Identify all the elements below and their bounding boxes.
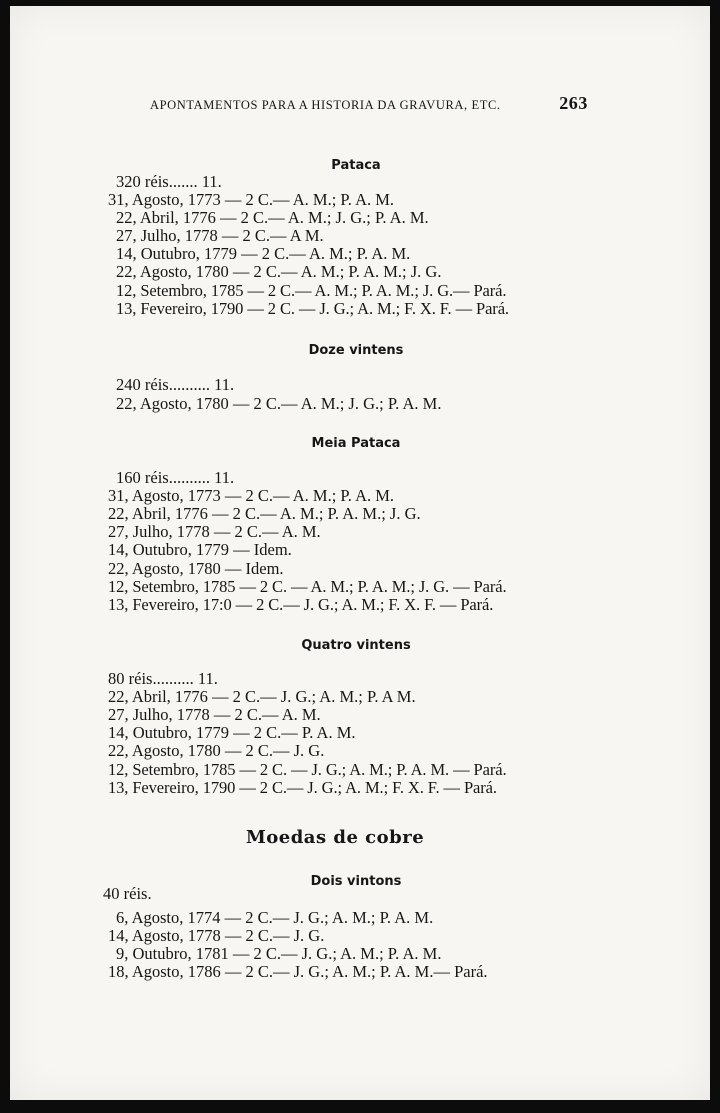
entry-line: 160 réis.......... 11. (116, 468, 235, 487)
section-title-meia-pataca: Meia Pataca (311, 436, 401, 451)
entry-line: 13, Fevereiro, 1790 — 2 C.— J. G.; A. M.; F. X. F. — Pará. (108, 778, 497, 797)
entry-line: 320 réis....... 11. (116, 172, 222, 191)
entry-line: 22, Agosto, 1780 — 2 C.— A. M.; P. A. M.; J. G. (116, 262, 442, 281)
entry-line: 31, Agosto, 1773 — 2 C.— A. M.; P. A. M. (108, 190, 395, 209)
entry-line: 6, Agosto, 1774 — 2 C.— J. G.; A. M.; P. A. M. (116, 908, 434, 927)
entry-line: 12, Setembro, 1785 — 2 C. — J. G.; A. M.; P. A. M. — Pará. (108, 760, 507, 779)
entry-line: 27, Julho, 1778 — 2 C.— A. M. (108, 705, 321, 724)
entry-line: 40 réis. (103, 884, 152, 903)
entry-line: 14, Outubro, 1779 — Idem. (108, 540, 292, 559)
entry-line: 9, Outubro, 1781 — 2 C.— J. G.; A. M.; P. A. M. (116, 944, 442, 963)
entry-line: 13, Fevereiro, 17:0 — 2 C.— J. G.; A. M.; F. X. F. — Pará. (108, 595, 494, 614)
entry-line: 14, Outubro, 1779 — 2 C.— P. A. M. (108, 723, 356, 742)
entry-line: 27, Julho, 1778 — 2 C.— A. M. (108, 522, 321, 541)
entry-line: 240 réis.......... 11. (116, 375, 235, 394)
section-title-doze-vintens: Doze vintens (308, 343, 404, 358)
entry-line: 22, Agosto, 1780 — Idem. (108, 559, 284, 578)
entry-line: 14, Agosto, 1778 — 2 C.— J. G. (108, 926, 325, 945)
entry-line: 27, Julho, 1778 — 2 C.— A M. (116, 226, 324, 245)
entry-line: 12, Setembro, 1785 — 2 C.— A. M.; P. A. M.; J. G.— Pará. (116, 281, 507, 300)
entry-line: 80 réis.......... 11. (108, 669, 218, 688)
entry-line: 14, Outubro, 1779 — 2 C.— A. M.; P. A. M. (116, 244, 411, 263)
section-heading-moedas-de-cobre: Moedas de cobre (245, 827, 425, 848)
page-number: 263 (559, 93, 588, 113)
section-title-pataca: Pataca (331, 158, 381, 173)
running-header (150, 93, 590, 113)
section-title-quatro-vintens: Quatro vintens (301, 638, 411, 653)
entry-line: 22, Abril, 1776 — 2 C.— A. M.; J. G.; P. A. M. (116, 208, 429, 227)
section-title-dois-vintons: Dois vintons (310, 874, 402, 889)
entry-line: 12, Setembro, 1785 — 2 C. — A. M.; P. A. M.; J. G. — Pará. (108, 577, 507, 596)
entry-line: 13, Fevereiro, 1790 — 2 C. — J. G.; A. M.; F. X. F. — Pará. (116, 299, 509, 318)
entry-line: 22, Agosto, 1780 — 2 C.— A. M.; J. G.; P. A. M. (116, 394, 442, 413)
entry-line: 18, Agosto, 1786 — 2 C.— J. G.; A. M.; P. A. M.— Pará. (108, 962, 488, 981)
entry-line: 22, Abril, 1776 — 2 C.— J. G.; A. M.; P. A M. (108, 687, 416, 706)
entry-line: 31, Agosto, 1773 — 2 C.— A. M.; P. A. M. (108, 486, 395, 505)
running-title: APONTAMENTOS PARA A HISTORIA DA GRAVURA, ETC. (150, 98, 501, 112)
entry-line: 22, Abril, 1776 — 2 C.— A. M.; P. A. M.; J. G. (108, 504, 421, 523)
entry-line: 22, Agosto, 1780 — 2 C.— J. G. (108, 741, 325, 760)
